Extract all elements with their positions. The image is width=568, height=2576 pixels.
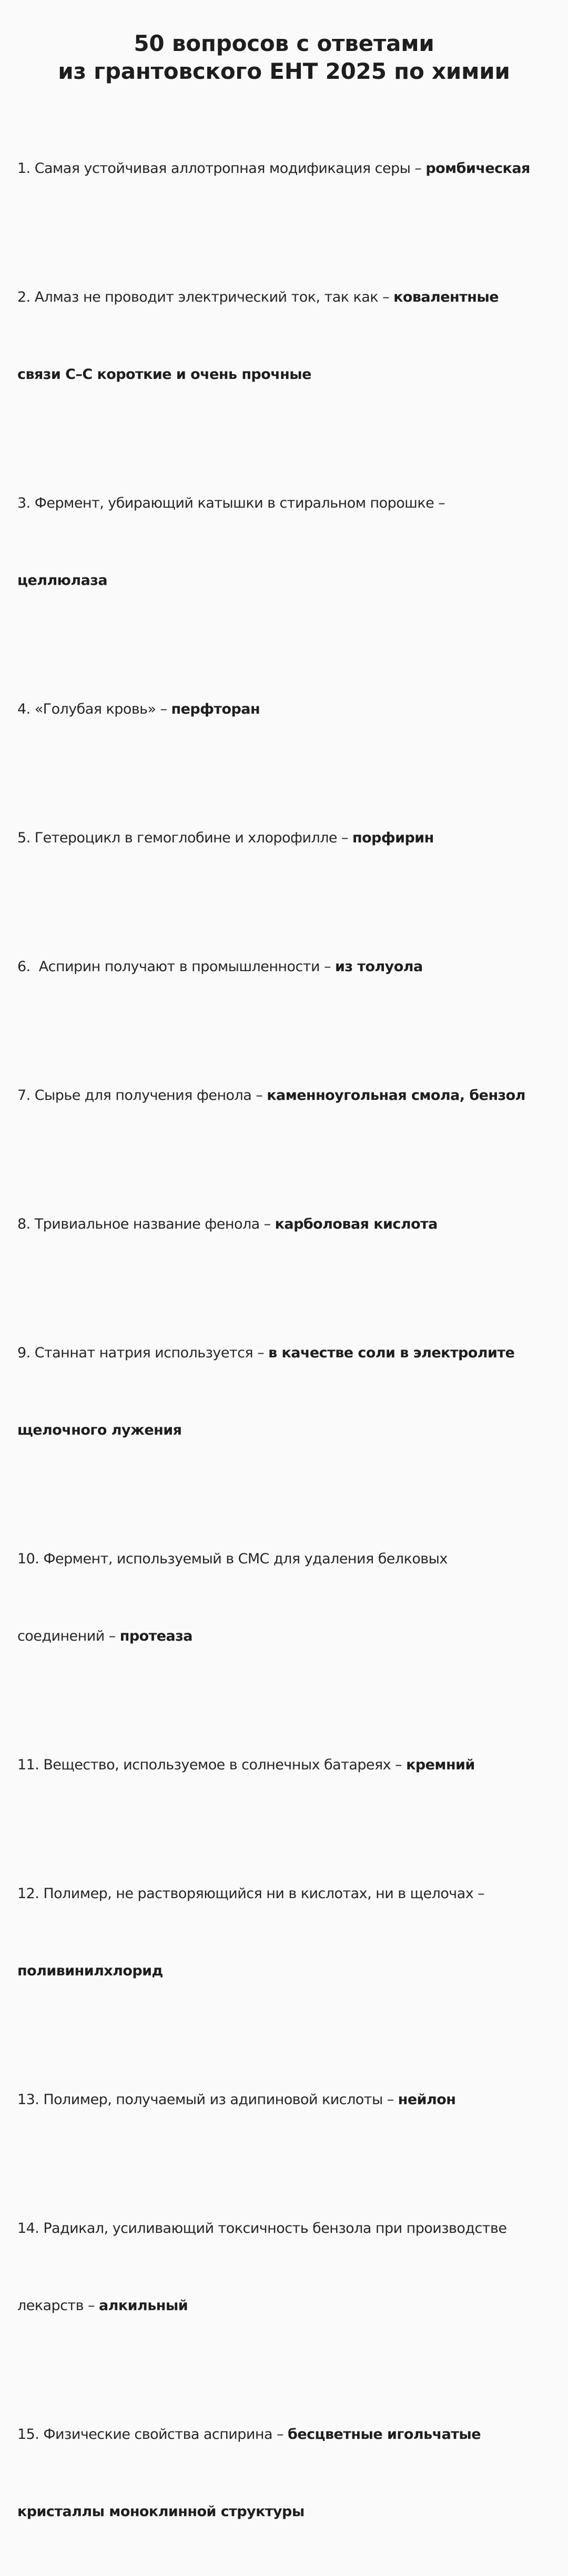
question-text: 6. Аспирин получают в промышленности – (17, 959, 335, 975)
answer-text: кремний (406, 1757, 475, 1773)
answer-text: ромбическая (425, 160, 530, 177)
qa-line (17, 490, 564, 516)
question-text: 10. Фермент, используемый в СМС для удаления белковых (17, 1551, 448, 1567)
qa-line (17, 1752, 564, 1778)
qa-line (17, 1417, 564, 1443)
question-text: 13. Полимер, получаемый из адипиновой кислоты – (17, 2091, 398, 2108)
qa-item-7 (17, 1031, 564, 1160)
answer-text: бесцветные игольчатые (288, 2426, 481, 2443)
qa-item-10 (17, 1495, 564, 1701)
question-text: 3. Фермент, убирающий катышки в стиральном порошке – (17, 495, 445, 511)
title-line-1: 50 вопросов с ответами (134, 30, 434, 56)
answer-text: в качестве соли в электролите (268, 1345, 515, 1361)
qa-list (17, 104, 564, 2576)
qa-line (17, 156, 564, 181)
qa-line (17, 362, 564, 387)
answer-text-continued: щелочного лужения (17, 1422, 182, 1438)
question-text: 8. Тривиальное название фенола – (17, 1216, 275, 1232)
answer-text: из толуола (334, 959, 423, 975)
question-text-continued: соединений – (17, 1628, 120, 1644)
qa-item-2 (17, 233, 564, 439)
question-text: 4. «Голубая кровь» – (17, 701, 171, 717)
question-text: 12. Полимер, не растворяющийся ни в кислотах, ни в щелочах – (17, 1885, 485, 1902)
qa-line (17, 1623, 564, 1649)
qa-line (17, 1211, 564, 1237)
title-line-2: из грантовского ЕНТ 2025 по химии (58, 58, 510, 84)
qa-item-3 (17, 439, 564, 645)
qa-item-13 (17, 2035, 564, 2164)
qa-item-6 (17, 902, 564, 1031)
qa-item-1 (17, 104, 564, 233)
qa-line (17, 696, 564, 722)
answer-text: нейлон (398, 2091, 456, 2108)
question-text: 14. Радикал, усиливающий токсичность бензола при производстве (17, 2220, 507, 2237)
qa-item-11 (17, 1701, 564, 1829)
qa-line (17, 1881, 564, 1907)
qa-line (17, 825, 564, 851)
qa-line (17, 2216, 564, 2241)
qa-line (17, 284, 564, 310)
answer-text: алкильный (98, 2297, 188, 2314)
qa-item-4 (17, 645, 564, 774)
question-text: 15. Физические свойства аспирина – (17, 2426, 288, 2443)
question-text: 5. Гетероцикл в гемоглобине и хлорофилле – (17, 830, 352, 846)
qa-line (17, 1546, 564, 1572)
question-text-continued: лекарств – (17, 2297, 99, 2314)
question-text: 2. Алмаз не проводит электрический ток, так как – (17, 289, 394, 305)
qa-item-5 (17, 774, 564, 902)
answer-text: протеаза (119, 1628, 192, 1644)
qa-line (17, 2293, 564, 2319)
answer-text-continued: связи С–С короткие и очень прочные (17, 366, 311, 383)
question-text: 1. Самая устойчивая аллотропная модификация серы – (17, 160, 426, 177)
qa-line (17, 2087, 564, 2113)
qa-line (17, 1340, 564, 1366)
qa-item-9 (17, 1289, 564, 1495)
qa-line (17, 1958, 564, 1984)
answer-text: целлюлаза (17, 572, 108, 589)
qa-line (17, 2499, 564, 2525)
qa-line (17, 1083, 564, 1108)
answer-text: ковалентные (393, 289, 499, 305)
qa-line (17, 954, 564, 980)
answer-text: перфторан (171, 701, 260, 717)
qa-item-14 (17, 2164, 564, 2370)
qa-item-12 (17, 1829, 564, 2035)
answer-text: карболовая кислота (275, 1216, 438, 1232)
question-text: 11. Вещество, используемое в солнечных батареях – (17, 1757, 407, 1773)
qa-line (17, 2422, 564, 2447)
question-text: 9. Станнат натрия используется – (17, 1345, 269, 1361)
answer-text-continued: кристаллы моноклинной структуры (17, 2503, 305, 2520)
answer-text: порфирин (352, 830, 434, 846)
qa-item-8 (17, 1160, 564, 1289)
page-title (0, 29, 568, 85)
answer-text: каменноугольная смола, бензол (267, 1087, 525, 1104)
answer-text: поливинилхлорид (17, 1963, 163, 1979)
qa-line (17, 568, 564, 593)
question-text: 7. Сырье для получения фенола – (17, 1087, 267, 1104)
qa-item-15 (17, 2370, 564, 2576)
